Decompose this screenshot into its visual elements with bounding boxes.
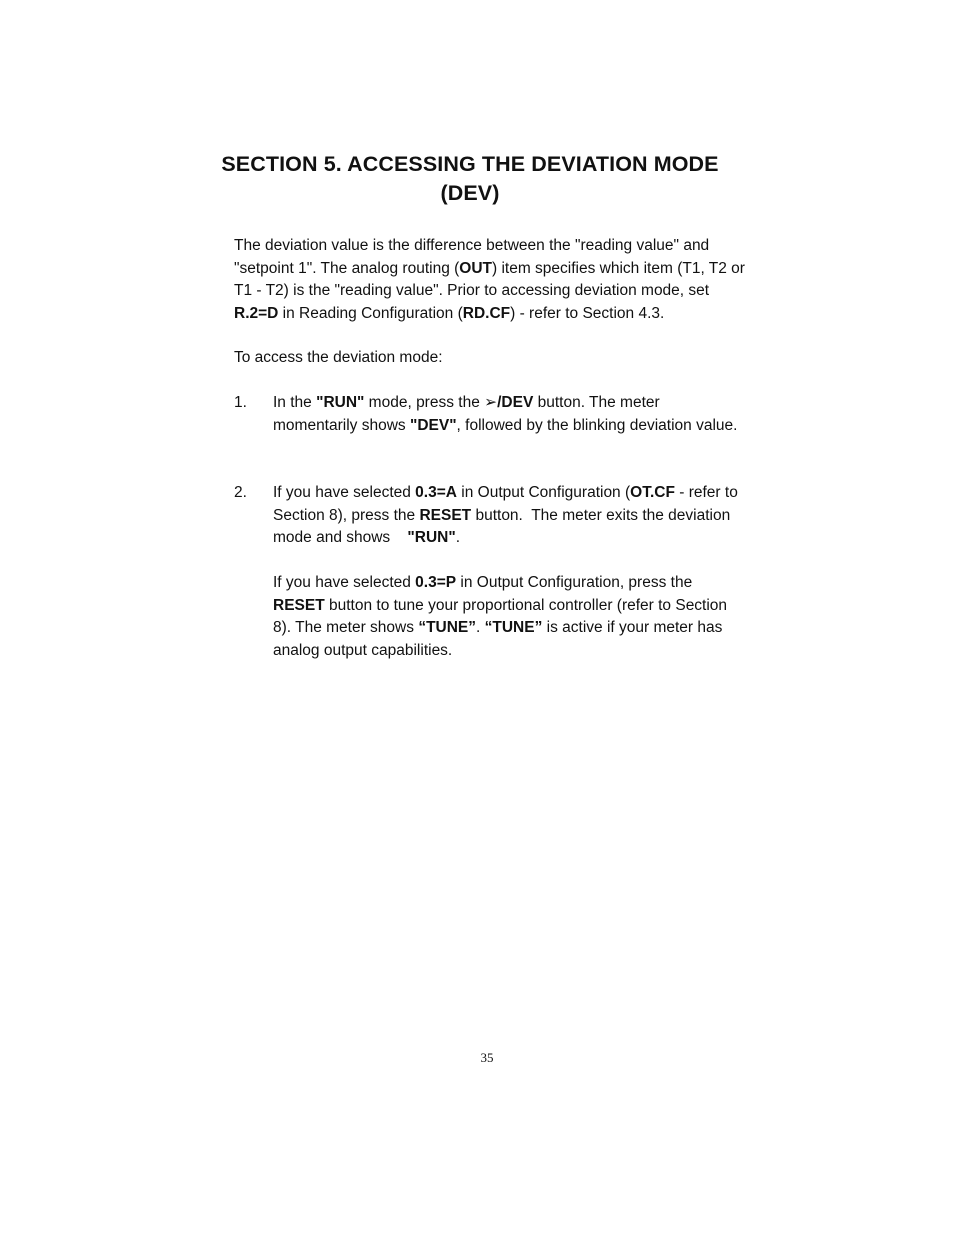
section-heading-line-1: SECTION 5. ACCESSING THE DEVIATION MODE [221, 152, 719, 176]
intro-bold-rdcf: RD.CF [462, 304, 511, 322]
step-bold: 0.3=A [415, 484, 457, 501]
step-text: in Output Configuration, press the [456, 574, 693, 591]
step-bold: “TUNE” [484, 619, 543, 636]
step-text: If you have selected [273, 484, 416, 501]
intro-text: ) item specifies which item (T1, T2 or T1 - T2) is the "reading value". Prior to accessing deviation mode, set [234, 259, 745, 299]
step-text: mode, press the [364, 394, 485, 411]
dev-button-label: ➢/DEV [484, 394, 534, 411]
intro-text: ) - refer to Section 4.3. [510, 304, 665, 322]
step-1-number: 1. [234, 394, 247, 411]
access-paragraph: To access the deviation mode: [234, 349, 443, 366]
page-number: 35 [480, 1050, 494, 1065]
step-text: . [455, 529, 461, 546]
step-bold: "RUN" [407, 529, 456, 546]
step-text: is active if your meter has analog output capabilities. [273, 619, 723, 659]
intro-bold-out: OUT [459, 259, 492, 277]
step-text: button to tune your proportional controller (refer to Section 8). The meter shows [273, 596, 728, 636]
intro-bold-r2d: R.2=D [234, 304, 279, 322]
step-bold: "DEV" [409, 416, 457, 434]
step-2-text [273, 482, 743, 550]
step-text: In the [273, 394, 317, 411]
step-text: button. The meter momentarily shows [273, 394, 660, 434]
step-bold: RESET [273, 596, 325, 614]
step-bold: “TUNE” [418, 619, 477, 636]
section-heading [150, 150, 790, 208]
section-heading-line-2: (DEV) [440, 181, 500, 205]
step-bold: RESET [419, 506, 472, 524]
step-1 [234, 392, 754, 462]
step-bold: "RUN" [316, 394, 365, 411]
step-bold: 0.3=P [415, 574, 457, 591]
step-2-continuation [273, 572, 743, 662]
step-text: If you have selected [273, 574, 416, 591]
step-text: . [476, 619, 485, 636]
intro-paragraph [234, 235, 754, 325]
step-2-number: 2. [234, 484, 247, 501]
step-text: button. The meter exits the deviation mode and shows [273, 506, 735, 546]
step-2 [234, 482, 754, 552]
intro-text: in Reading Configuration ( [278, 304, 463, 322]
step-1-text [273, 392, 743, 437]
step-text: - refer to Section 8), press the [273, 484, 738, 524]
step-bold: OT.CF [630, 484, 675, 501]
step-text: , followed by the blinking deviation value. [456, 416, 738, 434]
intro-text: The deviation value is the difference between the "reading value" and "setpoint 1". The analog routing ( [234, 237, 710, 277]
step-text: in Output Configuration ( [456, 484, 631, 501]
